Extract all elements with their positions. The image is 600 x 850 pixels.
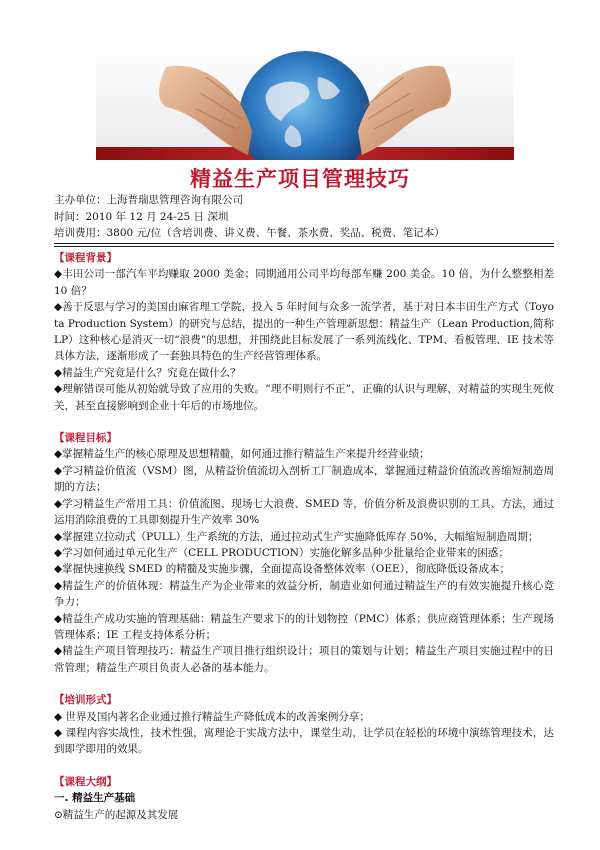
section-format [54,692,554,758]
section-outline [54,774,554,823]
section-background [54,250,554,414]
bullet-item: ◆精益生产成功实施的管理基础：精益生产要求下的的计划物控（PMC）体系；供应商管理体系；生产现场管理体系；IE 工程支持体系分析； [54,612,554,641]
bullet-item: ◆学习如何通过单元化生产（CELL PRODUCTION）实施化解多品种少批量给企业带来的困惑； [54,546,509,559]
section-heading: 【课程背景】 [54,252,117,264]
divider [54,246,554,247]
bullet-item: ◆精益生产项目管理技巧：精益生产项目推行组织设计；项目的策划与计划；精益生产项目实施过程中的日常管理；精益生产项目负责人必备的基本能力。 [54,645,554,674]
course-meta [54,192,554,242]
bullet-item: ◆掌握快速换线 SMED 的精髓及实施步骤，全面提高设备整体效率（OEE），彻底降低设备成本； [54,563,510,576]
bullet-item: ◆精益生产究竟是什么？究竟在做什么？ [54,366,241,379]
bullet-item: ◆学习精益生产常用工具：价值流图、现场七大浪费、SMED 等，价值分析及浪费识别的工具、方法，通过运用消除浪费的工具即刻提升生产效率 30% [54,497,554,527]
globe-in-hands-illustration [96,47,514,160]
time-line: 时间：2010 年 12 月 24-25 日 深圳 [54,210,229,223]
course-content [54,250,554,823]
header-banner-image [96,47,514,160]
bullet-item: ◆掌握精益生产的核心原理及思想精髓，如何通过推行精益生产来提升经营业绩； [54,448,430,461]
bullet-item: ◆ 课程内容实战性，技术性强，寓理论于实战方法中，课堂生动，让学员在轻松的环境中演练管理技术，达到即学即用的效果。 [54,726,554,756]
bullet-item: ◆理解错误可能从初始就导致了应用的失败。“理不明则行不正”，正确的认识与理解，对精益的实现生死攸关，甚至直接影响到企业十年后的市场地位。 [54,383,554,412]
organizer-line: 主办单位：上海普瑞思管理咨询有限公司 [54,194,243,206]
bullet-item: ◆ 世界及国内著名企业通过推行精益生产降低成本的改善案例分享； [54,710,370,723]
outline-item: ⊙精益生产的起源及其发展 [54,808,179,821]
section-goals [54,430,554,676]
bullet-item: ◆丰田公司一部汽车平均赚取 2000 美金；同期通用公司平均每部车赚 200 美金。10 倍，为什么整整相差 10 倍？ [54,268,554,297]
section-heading: 【课程大纲】 [54,775,117,788]
page-title: 精益生产项目管理技巧 [190,167,410,191]
divider [54,243,554,244]
bullet-item: ◆善于反思与学习的美国由麻省理工学院，投入 5 年时间与众多一流学者，基于对日本丰田生产方式（Toyota Production System）的研究与总结，提出的一种生产管理新思想：精益生产（Lean Production,简称 LP）这种核心是消灭一切“浪费”的思想，并围绕此目标发展了一系列流线化、TPM、看板管理、IE 技术等具体方法，逐渐形成了一套独具特色的生产经营管理体系。 [54,301,554,363]
bullet-item: ◆掌握建立拉动式（PULL）生产系统的方法，通过拉动式生产实施降低库存 50%，大幅缩短制造周期； [54,530,539,543]
section-heading: 【课程目标】 [54,432,117,445]
bullet-item: ◆学习精益价值流（VSM）图，从精益价值流切入剖析工厂制造成本，掌握通过精益价值流改善缩短制造周期的方法； [54,464,554,494]
fee-line: 培训费用：3800 元/位（含培训费、讲义费、午餐、茶水费、奖品、税费、笔记本） [54,227,445,239]
section-heading: 【培训形式】 [54,694,117,707]
bullet-item: ◆精益生产的价值体现：精益生产为企业带来的效益分析，制造业如何通过精益生产的有效实施提升核心竞争力； [54,579,554,609]
outline-subheading: 一. 精益生产基础 [54,792,136,805]
